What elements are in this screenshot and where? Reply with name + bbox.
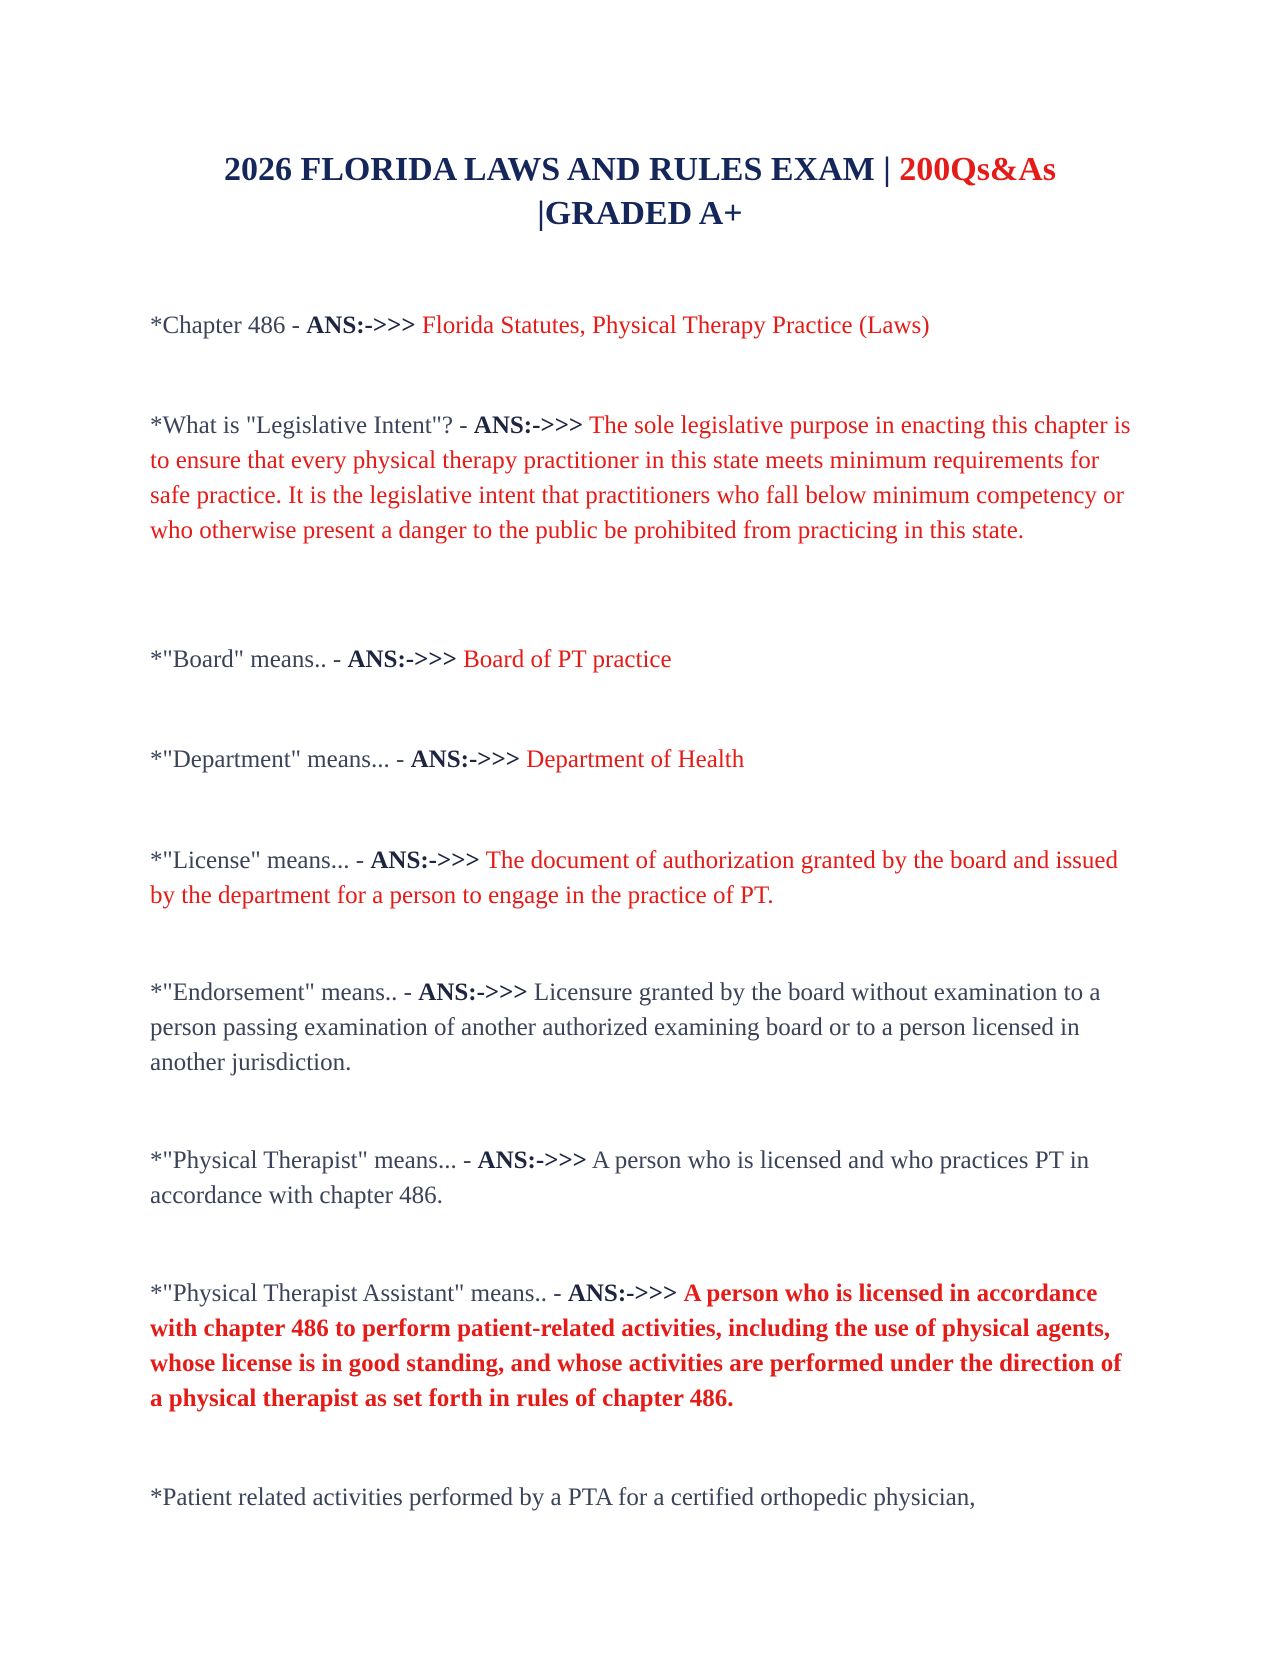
qa-entry-license	[150, 843, 1140, 913]
answer-text: A person who is licensed in accordance with chapter 486 to perform patient-related activities, including the use of physical agents, whose license is in good standing, and whose activities are performed under the direction of a physical therapist as set forth in rules of chapter 486.	[150, 1280, 1122, 1412]
qa-entry-legislative-intent	[150, 408, 1140, 548]
qa-entry-department	[150, 742, 1140, 777]
answer-marker: ANS:->>>	[418, 979, 528, 1006]
question-text: *Patient related activities performed by a PTA for a certified orthopedic physician,	[150, 1484, 976, 1511]
answer-marker: ANS:->>>	[477, 1147, 587, 1174]
question-text: *"Department" means... -	[150, 746, 411, 773]
title-main-text: 2026 FLORIDA LAWS AND RULES EXAM |	[223, 151, 891, 188]
answer-text: A person who is licensed and who practices PT in accordance with chapter 486.	[150, 1147, 1090, 1209]
question-text: *"License" means... -	[150, 847, 371, 874]
title-count-text: 200Qs&As	[899, 151, 1057, 188]
answer-marker: ANS:->>>	[410, 746, 521, 773]
question-text: *"Board" means.. -	[150, 646, 348, 673]
answer-marker: ANS:->>>	[473, 412, 584, 439]
answer-text: The sole legislative purpose in enacting this chapter is to ensure that every physical therapy practitioner in this state meets minimum requirements for safe practice. It is the legislative intent that practitioners who fall below minimum competency or who otherwise present a danger to the public be prohibited from practicing in this state.	[150, 412, 1131, 544]
answer-marker: ANS:->>>	[347, 646, 457, 673]
answer-text: Department of Health	[526, 746, 745, 773]
question-text: *"Physical Therapist" means... -	[150, 1147, 478, 1174]
answer-marker: ANS:->>>	[370, 847, 480, 874]
answer-marker: ANS:->>>	[306, 312, 416, 339]
question-text: *"Endorsement" means.. -	[150, 979, 419, 1006]
qa-entry-chapter-486	[150, 308, 1140, 343]
qa-entry-physical-therapist	[150, 1143, 1140, 1213]
document-title	[160, 148, 1120, 236]
qa-entry-patient-related-activities	[150, 1480, 1140, 1515]
answer-marker: ANS:->>>	[567, 1280, 678, 1307]
qa-entry-board	[150, 642, 1140, 677]
title-grade-text: |GRADED A+	[537, 195, 743, 232]
question-text: *Chapter 486 -	[150, 312, 307, 339]
qa-entry-pta	[150, 1276, 1140, 1416]
question-text: *What is "Legislative Intent"? -	[150, 412, 474, 439]
answer-text: Board of PT practice	[463, 646, 672, 673]
qa-entry-endorsement	[150, 975, 1140, 1080]
question-text: *"Physical Therapist Assistant" means.. -	[150, 1280, 568, 1307]
answer-text: Florida Statutes, Physical Therapy Practice (Laws)	[421, 312, 930, 339]
answer-text: The document of authorization granted by the board and issued by the department for a person to engage in the practice of PT.	[150, 847, 1119, 909]
answer-text: Licensure granted by the board without examination to a person passing examination of another authorized examining board or to a person licensed in another jurisdiction.	[150, 979, 1101, 1076]
